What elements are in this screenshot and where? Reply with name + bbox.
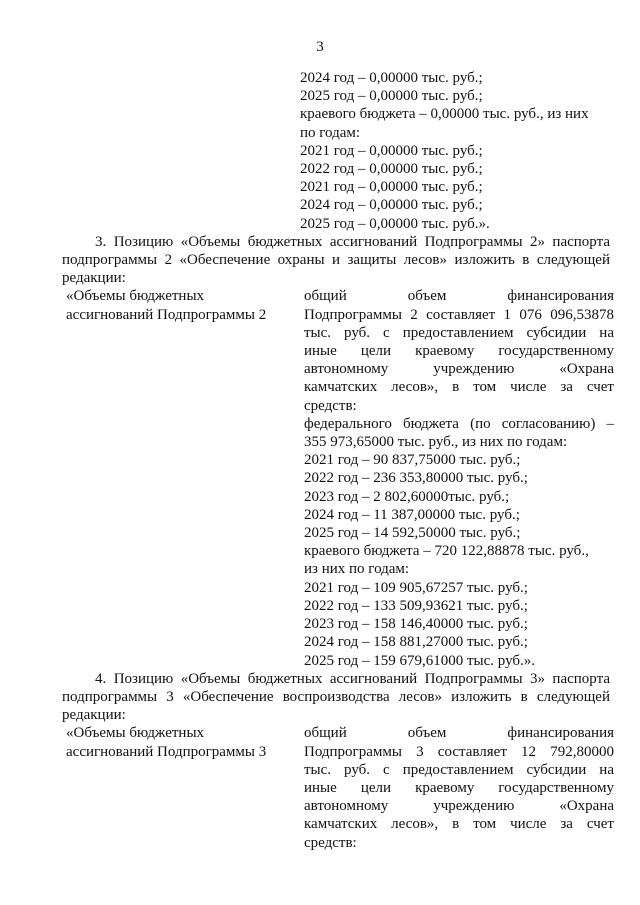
text-line: камчатских лесов», в том числе за счет	[304, 379, 614, 396]
text-line: 2025 год – 0,00000 тыс. руб.».	[300, 215, 490, 232]
page-number: 3	[316, 39, 324, 55]
text-line: общий объем финансирования	[304, 288, 614, 305]
text-line: 2024 год – 158 881,27000 тыс. руб.;	[304, 634, 528, 651]
text-line: средств:	[304, 834, 357, 851]
text-line: 2024 год – 0,00000 тыс. руб.;	[300, 70, 483, 86]
text-line: 2025 год – 159 679,61000 тыс. руб.».	[304, 652, 536, 669]
text-line: тыс. руб. с предоставлением субсидии на	[304, 761, 614, 778]
text-line: иные цели краевому государственному	[304, 779, 614, 796]
text-line: краевого бюджета – 0,00000 тыс. руб., из них	[300, 106, 589, 123]
item-4-left-cell	[62, 724, 304, 760]
text-line: 2025 год – 14 592,50000 тыс. руб.;	[304, 525, 521, 542]
text-line: 2023 год – 2 802,60000тыс. руб.;	[304, 488, 510, 505]
text-line: 2023 год – 158 146,40000 тыс. руб.;	[304, 616, 528, 633]
text-line: 2022 год – 0,00000 тыс. руб.;	[300, 161, 483, 178]
item-3-right-cell	[304, 287, 614, 669]
item-3-table-row	[62, 287, 614, 669]
text-line: «Объемы бюджетных	[66, 288, 205, 305]
document-body	[62, 69, 614, 852]
text-line: 355 973,65000 тыс. руб., из них по годам:	[304, 434, 568, 451]
text-line: 2021 год – 109 905,67257 тыс. руб.;	[304, 579, 528, 596]
text-line: 2024 год – 11 387,00000 тыс. руб.;	[304, 506, 520, 523]
text-line: «Объемы бюджетных	[66, 725, 205, 742]
text-line: краевого бюджета – 720 122,88878 тыс. руб.,	[304, 543, 589, 560]
text-line: редакции:	[62, 707, 126, 724]
top-funding-block	[300, 69, 610, 233]
text-line: иные цели краевому государственному	[304, 343, 614, 360]
item-4-paragraph	[62, 670, 610, 725]
text-line: общий объем финансирования	[304, 725, 614, 742]
text-line: тыс. руб. с предоставлением субсидии на	[304, 324, 614, 341]
text-line: 2022 год – 236 353,80000 тыс. руб.;	[304, 470, 528, 487]
text-line: 2025 год – 0,00000 тыс. руб.;	[300, 88, 483, 105]
text-line: федерального бюджета (по согласованию) –	[304, 415, 614, 432]
text-line: 2024 год – 0,00000 тыс. руб.;	[300, 197, 483, 214]
text-line: 2021 год – 90 837,75000 тыс. руб.;	[304, 452, 521, 469]
text-line: подпрограммы 3 «Обеспечение воспроизводства лесов» изложить в следующей	[62, 688, 610, 705]
text-line: Подпрограммы 2 составляет 1 076 096,53878	[304, 306, 614, 323]
text-line: ассигнований Подпрограммы 2	[66, 306, 267, 323]
text-line: 2022 год – 133 509,93621 тыс. руб.;	[304, 597, 528, 614]
text-line: из них по годам:	[304, 561, 410, 578]
text-line: камчатских лесов», в том числе за счет	[304, 816, 614, 833]
text-line: 2021 год – 0,00000 тыс. руб.;	[300, 179, 483, 196]
item-3-paragraph	[62, 233, 610, 288]
item-4-right-cell	[304, 724, 614, 851]
text-line: автономному учреждению «Охрана	[304, 798, 614, 815]
text-line: редакции:	[62, 270, 126, 287]
text-line: 2021 год – 0,00000 тыс. руб.;	[300, 142, 483, 159]
text-line: автономному учреждению «Охрана	[304, 361, 614, 378]
text-line: Подпрограммы 3 составляет 12 792,80000	[304, 743, 614, 760]
item-3-left-cell	[62, 287, 304, 323]
item-4-table-row	[62, 724, 614, 851]
text-line: 3. Позицию «Объемы бюджетных ассигнований Подпрограммы 2» паспорта	[95, 233, 610, 250]
text-line: средств:	[304, 397, 357, 414]
text-line: по годам:	[300, 124, 361, 141]
text-line: 4. Позицию «Объемы бюджетных ассигнований Подпрограммы 3» паспорта	[95, 670, 610, 687]
text-line: ассигнований Подпрограммы 3	[66, 743, 267, 760]
text-line: подпрограммы 2 «Обеспечение охраны и защиты лесов» изложить в следующей	[62, 252, 610, 269]
